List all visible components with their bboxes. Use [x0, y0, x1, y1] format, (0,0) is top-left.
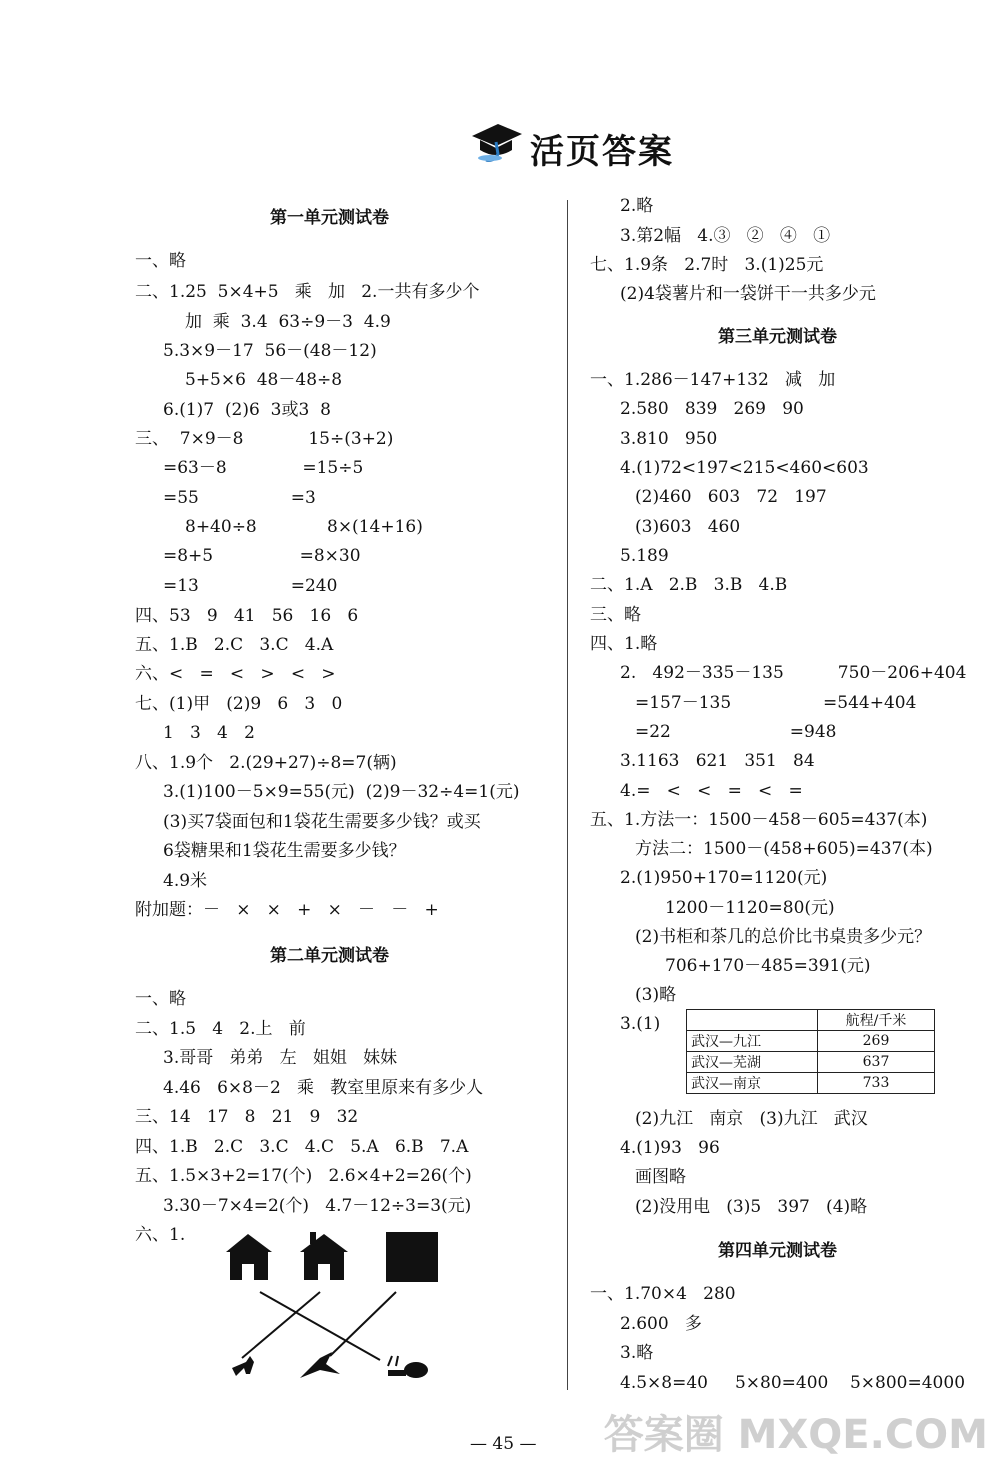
answer-line: =22 =948	[635, 722, 837, 742]
answer-line: 七、(1)甲 (2)9 6 3 0	[135, 694, 343, 714]
answer-line: 一、1.70×4 280	[590, 1284, 736, 1304]
answer-line: 3.哥哥 弟弟 左 姐姐 妹妹	[163, 1048, 398, 1068]
answer-line: 5.189	[620, 546, 669, 566]
answer-line: 706+170－485=391(元)	[665, 956, 871, 976]
answer-line: 一、略	[135, 251, 186, 271]
answer-line: (2)书柜和茶几的总价比书桌贵多少元？	[635, 927, 932, 947]
table-cell: 武汉—南京	[687, 1073, 818, 1094]
table-cell: 武汉—芜湖	[687, 1052, 818, 1073]
answer-line: 四、1.B 2.C 3.C 4.C 5.A 6.B 7.A	[135, 1137, 469, 1157]
answer-line: 2.(1)950+170=1120(元)	[620, 868, 828, 888]
section-heading: 第一单元测试卷	[270, 208, 389, 228]
watermark: 答案圈 MXQE.COM	[603, 1412, 988, 1458]
answer-line: (3)略	[635, 985, 677, 1005]
answer-line: 六、< = < > < >	[135, 664, 336, 684]
answer-line: =157－135 =544+404	[635, 693, 917, 713]
answer-line: 五、1.方法一：1500－458－605=437(本)	[590, 810, 928, 830]
answer-line: (2)没用电 (3)5 397 (4)略	[635, 1197, 868, 1217]
answer-line: 3.第2幅 4.③ ② ④ ①	[620, 226, 831, 246]
answer-line: =63－8 =15÷5	[163, 458, 364, 478]
section-heading: 第二单元测试卷	[270, 946, 389, 966]
answer-line: 三、略	[590, 605, 641, 625]
table-cell	[687, 1010, 818, 1031]
column-divider	[567, 200, 568, 1390]
section-heading: 第三单元测试卷	[718, 327, 837, 347]
table-cell: 航程/千米	[818, 1010, 935, 1031]
answer-line: 一、略	[135, 989, 186, 1009]
answer-line: 4.(1)93 96	[620, 1138, 720, 1158]
answer-line: 2.580 839 269 90	[620, 399, 804, 419]
answer-line: 3.(1)	[620, 1014, 661, 1034]
answer-line: 5.3×9－17 56－(48－12)	[163, 341, 377, 361]
answer-line: =55 =3	[163, 488, 316, 508]
answer-line: 6袋糖果和1袋花生需要多少钱？	[163, 841, 406, 861]
answer-line: (2)460 603 72 197	[635, 487, 827, 507]
answer-line: 四、53 9 41 56 16 6	[135, 606, 359, 626]
answer-line: 4.= < < = < =	[620, 781, 803, 801]
answer-line: 画图略	[635, 1167, 686, 1187]
answer-line: 五、1.5×3+2=17(个) 2.6×4+2=26(个)	[135, 1166, 472, 1186]
answer-line: 2. 492－335－135 750－206+404	[620, 663, 967, 683]
page-title: 活页答案	[530, 132, 674, 172]
answer-line: 附加题：－ × × + × － － +	[135, 900, 439, 920]
answer-line: 4.46 6×8－2 乘 教室里原来有多少人	[163, 1078, 484, 1098]
table-row	[687, 1052, 935, 1073]
answer-line: 七、1.9条 2.7时 3.(1)25元	[590, 255, 824, 275]
answer-line: 6.(1)7 (2)6 3或3 8	[163, 400, 331, 420]
answer-line: 1200－1120=80(元)	[665, 898, 835, 918]
answer-line: =13 =240	[163, 576, 338, 596]
answer-line: 1 3 4 2	[163, 723, 255, 743]
swallow-icon	[300, 1352, 340, 1378]
table-row	[687, 1073, 935, 1094]
answer-line: 3.略	[620, 1343, 654, 1363]
table-cell: 637	[818, 1052, 935, 1073]
answer-line: 二、1.5 4 2.上 前	[135, 1019, 306, 1039]
answer-line: 五、1.B 2.C 3.C 4.A	[135, 635, 334, 655]
table-cell: 269	[818, 1031, 935, 1052]
answer-line: 3.1163 621 351 84	[620, 751, 815, 771]
answer-line: 二、1.25 5×4+5 乘 加 2.一共有多少个	[135, 282, 480, 302]
graduation-cap-icon	[468, 118, 524, 164]
answer-line: (2)4袋薯片和一袋饼干一共多少元	[620, 284, 876, 304]
answer-line: 5+5×6 48－48÷8	[185, 370, 343, 390]
answer-line: 六、1.	[135, 1225, 186, 1245]
answer-line: 8+40÷8 8×(14+16)	[185, 517, 423, 537]
table-cell: 733	[818, 1073, 935, 1094]
answer-line: 一、1.286－147+132 减 加	[590, 370, 836, 390]
answer-line: (2)九江 南京 (3)九江 武汉	[635, 1109, 868, 1129]
answer-line: 4.9米	[163, 871, 208, 891]
page-number: — 45 —	[470, 1434, 537, 1454]
answer-line: 二、1.A 2.B 3.B 4.B	[590, 575, 788, 595]
horse-icon	[232, 1356, 254, 1376]
answer-line: 2.略	[620, 196, 654, 216]
answer-line: (3)603 460	[635, 517, 741, 537]
answer-line: 3.810 950	[620, 429, 718, 449]
answer-line: 三、14 17 8 21 9 32	[135, 1107, 359, 1127]
house-icon	[226, 1234, 272, 1280]
table-row	[687, 1010, 935, 1031]
answer-line: 3.30－7×4=2(个) 4.7－12÷3=3(元)	[163, 1196, 472, 1216]
answer-line: 加 乘 3.4 63÷9－3 4.9	[185, 312, 391, 332]
answer-line: 4.(1)72<197<215<460<603	[620, 458, 869, 478]
answer-line: 八、1.9个 2.(29+27)÷8=7(辆)	[135, 753, 397, 773]
answer-line: 2.600 多	[620, 1314, 702, 1334]
table-cell: 武汉—九江	[687, 1031, 818, 1052]
table-row	[687, 1031, 935, 1052]
square-box-icon	[386, 1232, 438, 1282]
answer-line: 方法二：1500－(458+605)=437(本)	[635, 839, 933, 859]
section-heading: 第四单元测试卷	[718, 1241, 837, 1261]
answer-line: 四、1.略	[590, 634, 658, 654]
snail-icon	[388, 1356, 428, 1378]
answer-line: 4.5×8=40 5×80=400 5×800=4000	[620, 1373, 966, 1393]
matching-figure	[220, 1228, 460, 1388]
answer-line: =8+5 =8×30	[163, 546, 361, 566]
route-table	[686, 1009, 935, 1094]
answer-line: (3)买7袋面包和1袋花生需要多少钱？或买	[163, 812, 481, 832]
answer-line: 3.(1)100－5×9=55(元) (2)9－32÷4=1(元)	[163, 782, 520, 802]
house-chimney-icon	[300, 1232, 348, 1280]
answer-line: 三、 7×9－8 15÷(3+2)	[135, 429, 394, 449]
